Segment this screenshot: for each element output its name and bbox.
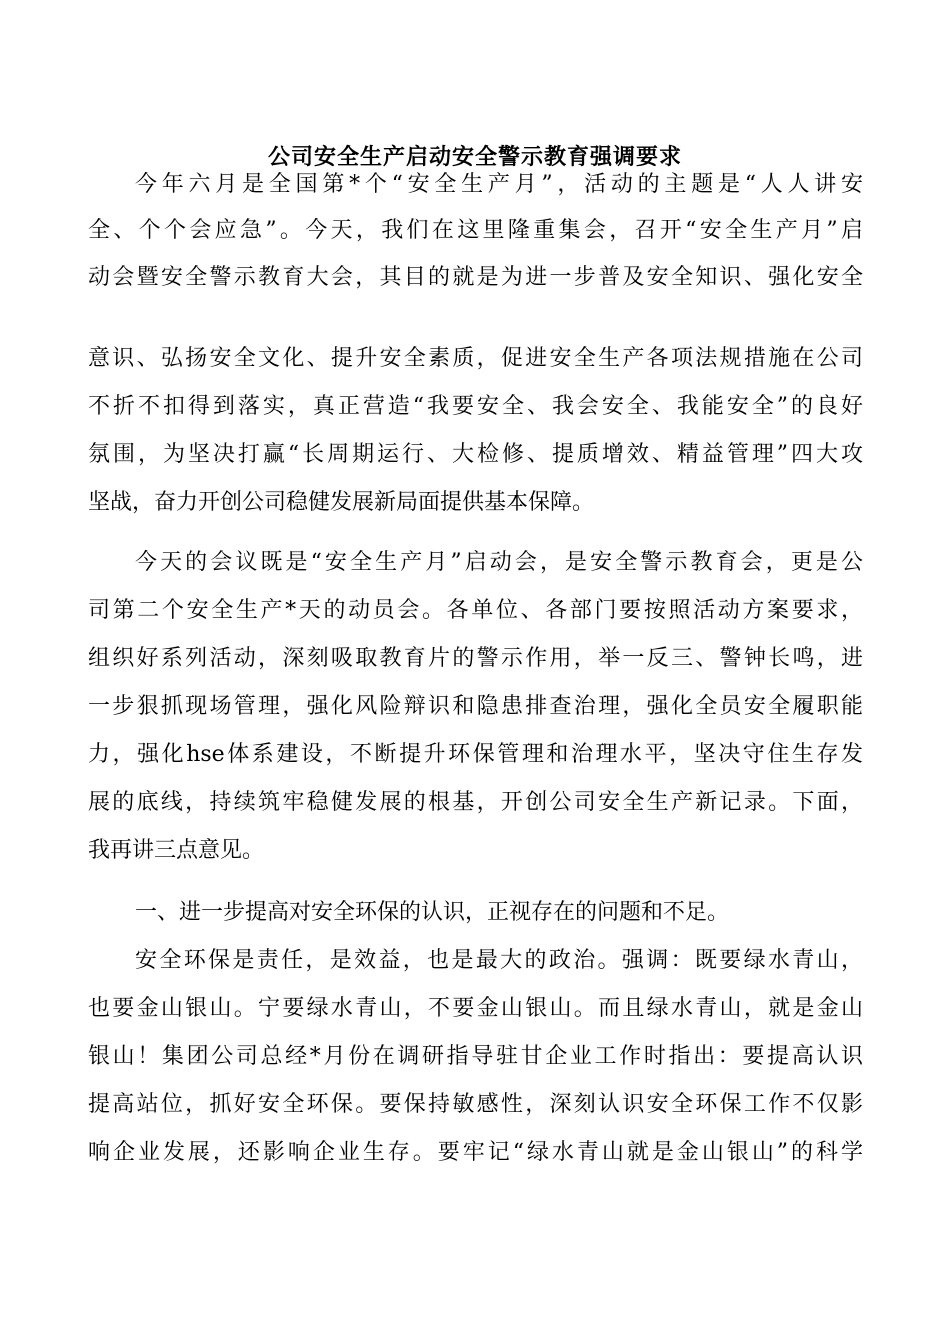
paragraph-1-line-5: 不折不扣得到落实，真正营造“我要安全、我会安全、我能安全”的良好: [88, 394, 863, 419]
paragraph-4-line-4: 提高站位，抓好安全环保。要保持敏感性，深刻认识安全环保工作不仅影: [88, 1092, 863, 1117]
paragraph-2-line-5: 力，强化hse体系建设，不断提升环保管理和治理水平，坚决守住生存发: [88, 742, 863, 767]
paragraph-1-line-2: 全、个个会应急”。今天，我们在这里隆重集会，召开“安全生产月”启: [88, 218, 863, 243]
paragraph-4-line-3: 银山！集团公司总经*月份在调研指导驻甘企业工作时指出：要提高认识: [88, 1044, 863, 1069]
paragraph-2-line-1: 今天的会议既是“安全生产月”启动会，是安全警示教育会，更是公: [135, 550, 863, 575]
paragraph-1-line-7: 坚战，奋力开创公司稳健发展新局面提供基本保障。: [88, 490, 595, 515]
paragraph-4-line-2: 也要金山银山。宁要绿水青山，不要金山银山。而且绿水青山，就是金山: [88, 996, 863, 1021]
paragraph-4-line-5: 响企业发展，还影响企业生存。要牢记“绿水青山就是金山银山”的科学: [88, 1140, 863, 1165]
paragraph-2-line-3: 组织好系列活动，深刻吸取教育片的警示作用，举一反三、警钟长鸣，进: [88, 646, 863, 671]
document-title: 公司安全生产启动安全警示教育强调要求: [267, 144, 682, 170]
paragraph-1-line-1: 今年六月是全国第*个“安全生产月”，活动的主题是“人人讲安: [135, 172, 863, 197]
paragraph-2-line-7: 我再讲三点意见。: [88, 838, 265, 863]
paragraph-1-line-4: 意识、弘扬安全文化、提升安全素质，促进安全生产各项法规措施在公司: [88, 346, 863, 371]
paragraph-2-line-6: 展的底线，持续筑牢稳健发展的根基，开创公司安全生产新记录。下面，: [88, 790, 863, 815]
paragraph-2-line-2: 司第二个安全生产*天的动员会。各单位、各部门要按照活动方案要求，: [88, 598, 863, 623]
paragraph-1-line-6: 氛围，为坚决打赢“长周期运行、大检修、提质增效、精益管理”四大攻: [88, 442, 863, 467]
paragraph-2-line-4: 一步狠抓现场管理，强化风险辩识和隐患排查治理，强化全员安全履职能: [88, 694, 863, 719]
paragraph-4-line-1: 安全环保是责任，是效益，也是最大的政治。强调：既要绿水青山，: [135, 948, 863, 973]
paragraph-1-line-3: 动会暨安全警示教育大会，其目的就是为进一步普及安全知识、强化安全: [88, 265, 863, 290]
section-heading-1: 一、进一步提高对安全环保的认识，正视存在的问题和不足。: [135, 900, 730, 925]
